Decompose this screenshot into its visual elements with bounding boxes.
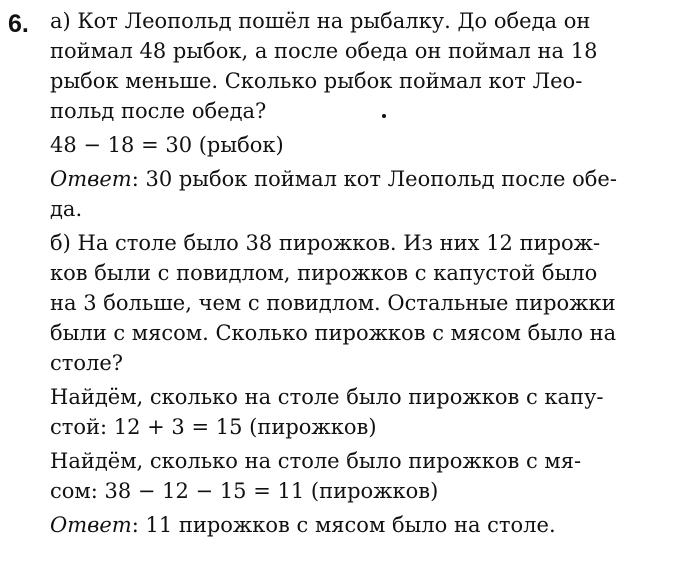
part-b-answer-text: : 11 пирожков с мясом было на столе. [131,513,556,537]
part-a-line-3: рыбок меньше. Сколько рыбок поймал кот Лео- [50,69,583,93]
part-b-line-5: столе? [50,351,124,375]
part-b-step2-line-1: Найдём, сколько на столе было пирожков с мя- [50,449,582,473]
part-a-calculation: 48 − 18 = 30 (рыбок) [50,133,284,157]
part-a-answer-label: Ответ [50,167,132,191]
part-a-answer-text: : 30 рыбок поймал кот Леопольд после обе- [131,167,617,191]
problem-content [50,6,695,540]
part-b-line-4: были с мясом. Сколько пирожков с мясом было на [50,321,617,345]
part-b-step1-line-2: стой: 12 + 3 = 15 (пирожков) [50,415,377,439]
part-b-step1-line-1: Найдём, сколько на столе было пирожков с капу- [50,385,604,409]
part-b-line-2: ков были с повидлом, пирожков с капустой было [50,261,598,285]
part-a-answer-line-2: да. [50,197,83,221]
part-a-line-1: а) Кот Леопольд пошёл на рыбалку. До обеда он [50,9,591,33]
part-a-line-2: поймал 48 рыбок, а после обеда он поймал на 18 [50,39,598,63]
part-a-line-4: польд после обеда? [50,99,267,123]
part-b-answer-label: Ответ [50,513,132,537]
part-a-answer-line-1 [50,164,695,194]
part-b-step2-line-2: сом: 38 − 12 − 15 = 11 (пирожков) [50,479,439,503]
problem-number: 6. [8,10,29,38]
part-b-line-1: б) На столе было 38 пирожков. Из них 12 пирож- [50,231,601,255]
part-b-answer-line [50,510,695,540]
part-b-line-3: на 3 больше, чем с повидлом. Остальные пирожки [50,291,616,315]
